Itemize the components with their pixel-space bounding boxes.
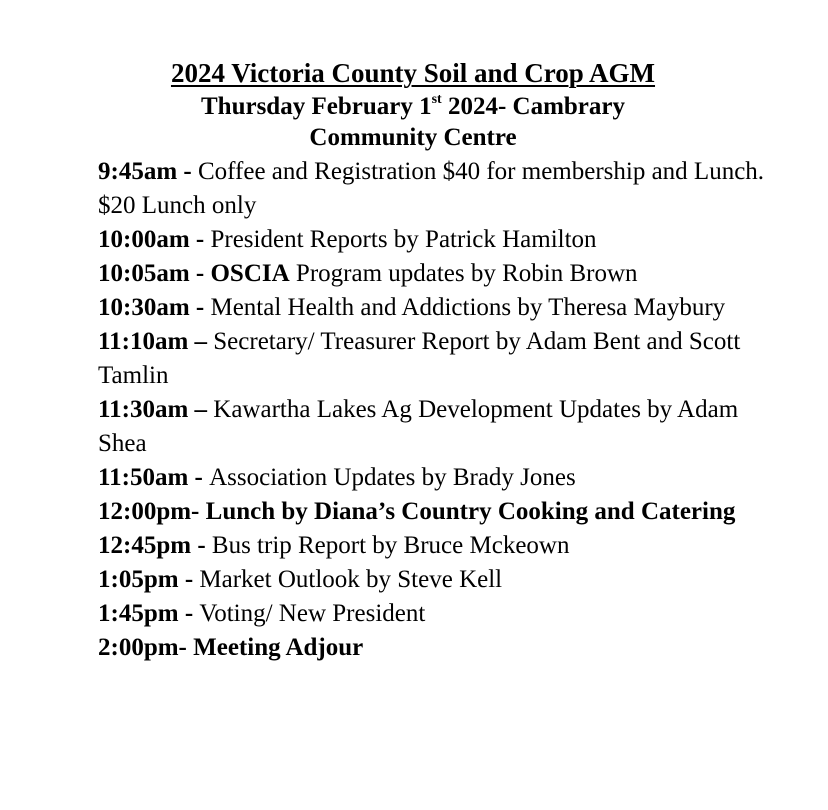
agenda-item: 10:00am - President Reports by Patrick Hamilton (98, 226, 597, 253)
agenda-description: Voting/ New President (199, 600, 426, 627)
agenda-item: 11:50am - Association Updates by Brady Jones (98, 464, 576, 491)
agenda-description: Lunch by Diana’s Country Cooking and Catering (205, 498, 736, 525)
agenda-description: Bus trip Report by Bruce Mckeown (211, 532, 570, 559)
document-title: 2024 Victoria County Soil and Crop AGM (170, 58, 656, 88)
agenda-description: Program updates by Robin Brown (289, 260, 638, 287)
agenda-description: Secretary/ Treasurer Report by Adam Bent and Scott Tamlin (98, 328, 741, 389)
agenda-item: 1:45pm - Voting/ New President (98, 600, 426, 627)
agenda-description: Coffee and Registration $40 for membership and Lunch. $20 Lunch only (98, 158, 765, 219)
subtitle-date: Thursday February 1 (200, 93, 432, 120)
agenda-description: Market Outlook by Steve Kell (199, 566, 503, 593)
agenda-item (98, 631, 788, 665)
event-venue-line: Community Centre (309, 124, 517, 151)
agenda-list (98, 155, 788, 665)
agenda-time: 10:30am (98, 294, 190, 321)
agenda-time: 12:00pm- (98, 498, 200, 525)
agenda-time: 1:05pm (98, 566, 179, 593)
agenda-description: Association Updates by Brady Jones (209, 464, 576, 491)
agenda-time: 12:45pm (98, 532, 192, 559)
agenda-item: 10:05am - OSCIA Program updates by Robin Brown (98, 260, 638, 287)
agenda-time: 11:10am (98, 328, 189, 355)
agenda-time: 10:05am (98, 260, 190, 287)
agenda-time: 9:45am (98, 158, 178, 185)
agenda-time: 1:45pm (98, 600, 179, 627)
agenda-item: 11:30am – Kawartha Lakes Ag Development Updates by Adam Shea (98, 396, 739, 457)
agenda-description: Mental Health and Addictions by Theresa Maybury (210, 294, 726, 321)
agenda-item (98, 495, 788, 529)
agenda-document (98, 55, 788, 665)
subtitle-year-venue: 2024- Cambrary (441, 93, 626, 120)
subtitle-ordinal: st (431, 92, 442, 107)
agenda-time: 11:50am (98, 464, 189, 491)
agenda-description: Meeting Adjour (193, 634, 364, 661)
event-date-location (98, 91, 728, 122)
agenda-organization: OSCIA (210, 260, 290, 287)
agenda-item: 1:05pm - Market Outlook by Steve Kell (98, 566, 503, 593)
agenda-time: 2:00pm- (98, 634, 187, 661)
agenda-item: 11:10am – Secretary/ Treasurer Report by Adam Bent and Scott Tamlin (98, 328, 741, 389)
agenda-description: Kawartha Lakes Ag Development Updates by Adam Shea (98, 396, 739, 457)
agenda-item: 9:45am - Coffee and Registration $40 for membership and Lunch. $20 Lunch only (98, 158, 765, 219)
agenda-item: 12:45pm - Bus trip Report by Bruce Mckeown (98, 532, 570, 559)
agenda-description: President Reports by Patrick Hamilton (210, 226, 597, 253)
agenda-time: 10:00am (98, 226, 190, 253)
agenda-item: 10:30am - Mental Health and Addictions by Theresa Maybury (98, 294, 726, 321)
agenda-time: 11:30am (98, 396, 189, 423)
